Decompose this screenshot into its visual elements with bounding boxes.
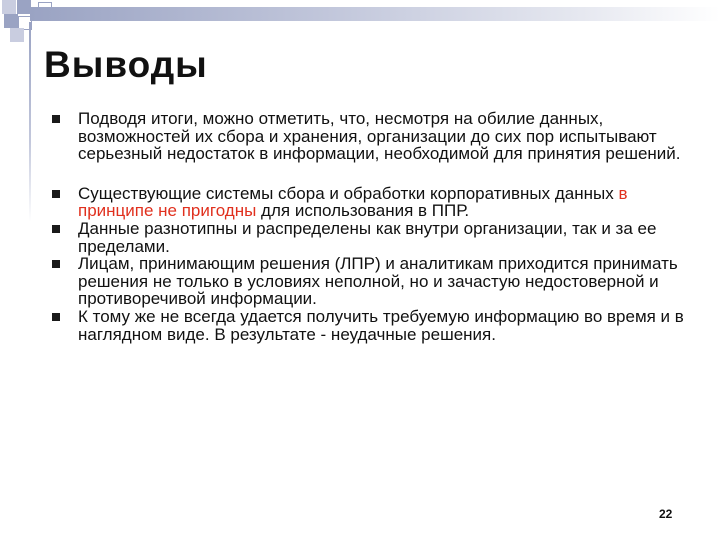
page-number: 22 bbox=[659, 507, 673, 521]
bullet-list bbox=[50, 110, 690, 343]
bullet-text-before: Существующие системы сбора и обработки корпоративных данных bbox=[78, 183, 619, 203]
bullet-text-after: для использования в ППР. bbox=[256, 201, 470, 221]
bullet-text: К тому же не всегда удается получить требуемую информацию во время и в наглядном виде. В результате - неудачные решения. bbox=[78, 306, 684, 344]
header-decor-bar bbox=[30, 7, 720, 21]
decor-square bbox=[4, 14, 18, 28]
square-bullet-icon bbox=[52, 225, 60, 233]
bullet-item bbox=[50, 185, 690, 220]
square-bullet-icon bbox=[52, 313, 60, 321]
slide-title: Выводы bbox=[44, 44, 208, 85]
decor-square bbox=[10, 28, 24, 42]
decor-square bbox=[17, 0, 31, 14]
bullet-item bbox=[50, 308, 690, 343]
bullet-text: Лицам, принимающим решения (ЛПР) и аналитикам приходится принимать решения не только в условиях неполной, но и зачастую недостоверной и противоречивой информации. bbox=[78, 254, 678, 309]
bullet-text: Подводя итоги, можно отметить, что, несмотря на обилие данных, возможностей их сбора и хранения, организации до сих пор испытывают серьезный недостаток в информации, необходимой для принятия решений. bbox=[78, 109, 681, 164]
bullet-highlight: в принципе не пригодны bbox=[78, 183, 628, 221]
square-bullet-icon bbox=[52, 190, 60, 198]
bullet-item bbox=[50, 255, 690, 308]
square-bullet-icon bbox=[52, 115, 60, 123]
decor-square bbox=[2, 0, 16, 14]
bullet-text: Данные разнотипны и распределены как внутри организации, так и за ее пределами. bbox=[78, 218, 657, 256]
bullet-item bbox=[50, 110, 690, 163]
bullet-item bbox=[50, 220, 690, 255]
square-bullet-icon bbox=[52, 260, 60, 268]
left-decor-line bbox=[29, 22, 31, 222]
